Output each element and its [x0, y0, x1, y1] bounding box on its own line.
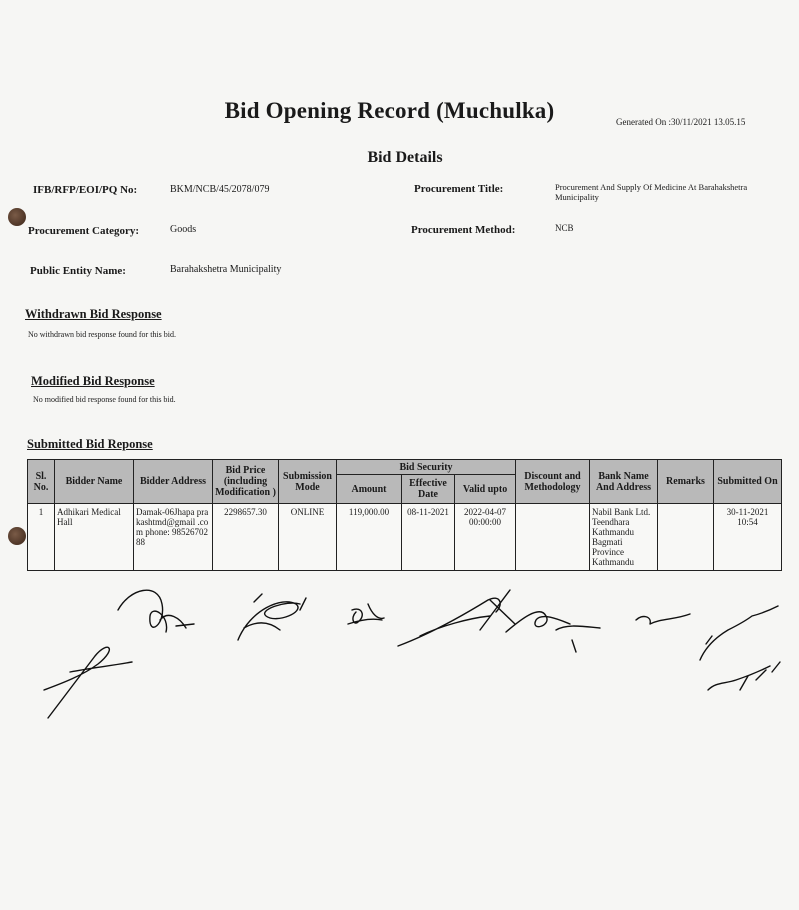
col-discount: Discount and Methodology	[516, 460, 590, 504]
signature-date-icon	[708, 662, 780, 690]
public-entity-value: Barahakshetra Municipality	[170, 264, 282, 275]
col-remarks: Remarks	[658, 460, 714, 504]
col-amount: Amount	[337, 475, 402, 504]
signature-4-icon	[348, 604, 384, 624]
section-title-bid-details: Bid Details	[367, 149, 443, 166]
col-bidder-name: Bidder Name	[55, 460, 134, 504]
procurement-method-label: Procurement Method:	[411, 224, 516, 236]
punch-hole-icon	[8, 208, 26, 226]
modified-heading: Modified Bid Response	[31, 374, 155, 388]
cell-bid-price: 2298657.30	[213, 504, 279, 571]
page-title: Bid Opening Record (Muchulka)	[224, 98, 555, 123]
col-bank: Bank Name And Address	[590, 460, 658, 504]
modified-note: No modified bid response found for this bid.	[33, 395, 176, 404]
cell-discount	[516, 504, 590, 571]
signature-5-icon	[398, 590, 515, 646]
col-sl: Sl. No.	[28, 460, 55, 504]
col-bid-price: Bid Price (including Modification )	[213, 460, 279, 504]
bid-table	[27, 459, 782, 571]
cell-sl: 1	[28, 504, 55, 571]
submitted-heading: Submitted Bid Reponse	[27, 437, 153, 451]
signature-1-icon	[44, 647, 132, 718]
cell-submitted-on: 30-11-2021 10:54	[714, 504, 782, 571]
cell-bidder-name: Adhikari Medical Hall	[55, 504, 134, 571]
cell-submission-mode: ONLINE	[279, 504, 337, 571]
ifb-label: IFB/RFP/EOI/PQ No:	[33, 184, 138, 196]
col-valid-upto: Valid upto	[455, 475, 516, 504]
cell-bank: Nabil Bank Ltd. Teendhara Kathmandu Bagmati Province Kathmandu	[590, 504, 658, 571]
signature-3-icon	[238, 594, 306, 640]
cell-effective-date: 08-11-2021	[402, 504, 455, 571]
procurement-method-value: NCB	[555, 223, 574, 233]
col-effective-date: Effective Date	[402, 475, 455, 504]
withdrawn-note: No withdrawn bid response found for this bid.	[28, 330, 176, 339]
public-entity-label: Public Entity Name:	[30, 265, 126, 277]
procurement-category-value: Goods	[170, 224, 197, 235]
generated-timestamp: Generated On :30/11/2021 13.05.15	[616, 117, 746, 127]
cell-remarks	[658, 504, 714, 571]
col-submission-mode: Submission Mode	[279, 460, 337, 504]
col-bid-security: Bid Security	[337, 460, 516, 475]
signatures-area	[0, 580, 799, 730]
signature-7-icon	[636, 614, 690, 624]
cell-bidder-address: Damak-06Jhapa prakashtmd@gmail .com phone: 9852670288	[134, 504, 213, 571]
cell-amount: 119,000.00	[337, 504, 402, 571]
cell-valid-upto: 2022-04-07 00:00:00	[455, 504, 516, 571]
signature-8-icon	[700, 606, 778, 660]
table-row	[28, 504, 782, 571]
col-submitted-on: Submitted On	[714, 460, 782, 504]
punch-hole-icon	[8, 527, 26, 545]
ifb-value: BKM/NCB/45/2078/079	[170, 184, 270, 195]
signature-2-icon	[118, 590, 194, 632]
withdrawn-heading: Withdrawn Bid Response	[25, 307, 162, 321]
signature-6-icon	[506, 612, 600, 652]
procurement-title-label: Procurement Title:	[414, 183, 504, 195]
col-bidder-address: Bidder Address	[134, 460, 213, 504]
procurement-title-value: Procurement And Supply Of Medicine At Barahakshetra Municipality	[555, 182, 748, 202]
procurement-category-label: Procurement Category:	[28, 225, 140, 237]
